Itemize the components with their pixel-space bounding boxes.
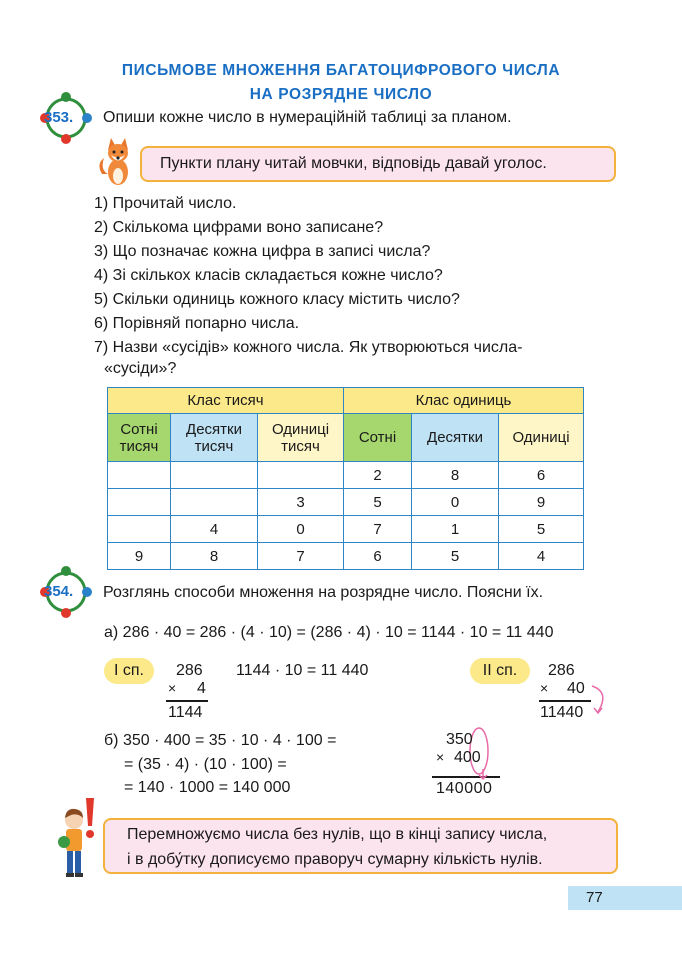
exercise-354-number: 354. bbox=[44, 583, 74, 600]
exercise-353-number: 353. bbox=[44, 109, 74, 126]
table-cell: 1 bbox=[412, 516, 499, 543]
header-units-thousands: Одиниці тисяч bbox=[258, 414, 344, 462]
b-bottom-number: 400 bbox=[454, 749, 481, 766]
table-cell: 5 bbox=[499, 516, 584, 543]
m1-top-number: 286 bbox=[176, 662, 203, 679]
table-cell: 2 bbox=[344, 462, 412, 489]
table-cell: 9 bbox=[108, 543, 171, 570]
header-tens: Десятки bbox=[412, 414, 499, 462]
exercise-354-task: Розглянь способи множення на розрядне число. Поясни їх. bbox=[103, 584, 544, 601]
m2-multiply-sign: × bbox=[540, 680, 549, 696]
page-title-line2: НА РОЗРЯДНЕ ЧИСЛО bbox=[249, 86, 433, 103]
table-cell: 6 bbox=[499, 462, 584, 489]
table-cell bbox=[108, 516, 171, 543]
exercise-353-task: Опиши кожне число в нумераційній таблиці за планом. bbox=[103, 109, 512, 126]
table-cell bbox=[108, 462, 171, 489]
table-cell: 5 bbox=[412, 543, 499, 570]
page-title-line1: ПИСЬМОВЕ МНОЖЕННЯ БАГАТОЦИФРОВОГО ЧИСЛА bbox=[121, 62, 561, 79]
fox-icon bbox=[94, 134, 140, 188]
table-row bbox=[108, 489, 584, 516]
m1-result-line bbox=[166, 700, 208, 702]
table-cell: 6 bbox=[344, 543, 412, 570]
m1-multiply-sign: × bbox=[168, 680, 177, 696]
plan-item: 7) Назви «сусідів» кожного числа. Як утворюються числа- bbox=[94, 339, 523, 356]
table-cell: 8 bbox=[171, 543, 258, 570]
b-multiply-sign: × bbox=[436, 749, 445, 765]
down-arrow bbox=[476, 768, 490, 780]
m2-bottom-number: 40 bbox=[567, 680, 585, 697]
table-cell: 0 bbox=[412, 489, 499, 516]
part-b-line1: б) 350 · 400 = 35 · 10 · 4 · 100 = bbox=[104, 732, 337, 749]
fox-mascot bbox=[94, 134, 140, 188]
b-top-number: 350 bbox=[446, 731, 473, 748]
table-cell: 3 bbox=[258, 489, 344, 516]
page-number: 77 bbox=[568, 886, 682, 910]
m2-result: 11440 bbox=[540, 704, 584, 721]
method-2-badge: II сп. bbox=[470, 658, 530, 684]
table-cell bbox=[171, 462, 258, 489]
plan-item: 4) Зі скількох класів складається кожне число? bbox=[94, 267, 443, 284]
table-cell: 4 bbox=[171, 516, 258, 543]
m2-result-line bbox=[539, 700, 591, 702]
method-1-badge: I сп. bbox=[104, 658, 154, 684]
rule-line1: Перемножуємо числа без нулів, що в кінці запису числа, bbox=[127, 826, 548, 843]
plan-item: «сусіди»? bbox=[104, 360, 177, 377]
header-hundreds-thousands: Сотні тисяч bbox=[108, 414, 171, 462]
table-cell bbox=[108, 489, 171, 516]
m2-top-number: 286 bbox=[548, 662, 575, 679]
rule-line2: і в добу́тку дописуємо праворуч сумарну кількість нулів. bbox=[127, 851, 543, 868]
plan-item: 3) Що позначає кожна цифра в записі числа? bbox=[94, 243, 431, 260]
b-result: 140000 bbox=[436, 780, 493, 797]
boy-exclamation-icon bbox=[56, 796, 102, 880]
table-row bbox=[108, 543, 584, 570]
rule-box bbox=[103, 818, 618, 874]
header-tens-thousands: Десятки тисяч bbox=[171, 414, 258, 462]
m1-bottom-number: 4 bbox=[197, 680, 206, 697]
table-cell: 7 bbox=[344, 516, 412, 543]
table-cell bbox=[258, 462, 344, 489]
table-cell: 7 bbox=[258, 543, 344, 570]
table-row bbox=[108, 516, 584, 543]
table-cell: 8 bbox=[412, 462, 499, 489]
table-cell: 5 bbox=[344, 489, 412, 516]
arrow-down-icon bbox=[476, 769, 490, 781]
plan-item: 5) Скільки одиниць кожного класу містить число? bbox=[94, 291, 460, 308]
part-b-line2: = (35 · 4) · (10 · 100) = bbox=[124, 756, 287, 773]
plan-item: 1) Прочитай число. bbox=[94, 195, 237, 212]
table-row bbox=[108, 462, 584, 489]
m1-result: 1144 bbox=[168, 704, 203, 721]
curved-arrow-icon bbox=[588, 684, 614, 718]
class-thousands-header: Клас тисяч bbox=[108, 388, 344, 414]
table-cell: 9 bbox=[499, 489, 584, 516]
hint-box: Пункти плану читай мовчки, відповідь давай уголос. bbox=[140, 146, 616, 182]
m2-zero-arrow bbox=[588, 684, 614, 718]
table-cell: 4 bbox=[499, 543, 584, 570]
part-a-expression: а) 286 · 40 = 286 · (4 · 10) = (286 · 4) · 10 = 1144 · 10 = 11 440 bbox=[104, 624, 554, 641]
m1-side-expression: 1144 · 10 = 11 440 bbox=[236, 662, 369, 679]
plan-item: 6) Порівняй попарно числа. bbox=[94, 315, 300, 332]
plan-item: 2) Скількома цифрами воно записане? bbox=[94, 219, 384, 236]
numeration-table bbox=[107, 387, 584, 570]
part-b-line3: = 140 · 1000 = 140 000 bbox=[124, 779, 291, 796]
header-hundreds: Сотні bbox=[344, 414, 412, 462]
boy-mascot bbox=[56, 796, 102, 880]
table-cell: 0 bbox=[258, 516, 344, 543]
table-cell bbox=[171, 489, 258, 516]
header-units: Одиниці bbox=[499, 414, 584, 462]
class-units-header: Клас одиниць bbox=[344, 388, 584, 414]
